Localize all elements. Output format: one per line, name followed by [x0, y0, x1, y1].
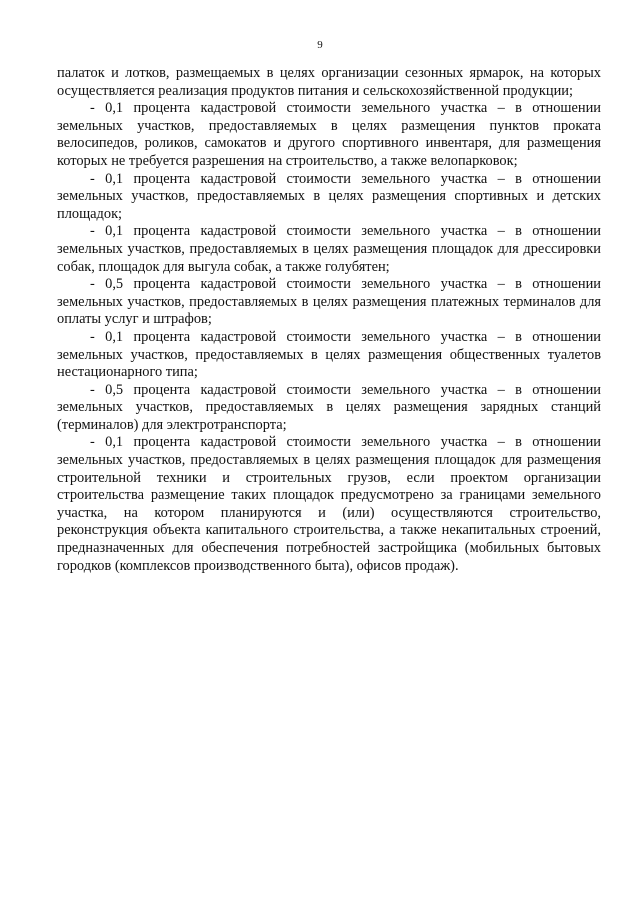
- list-item-bicycle-rental: - 0,1 процента кадастровой стоимости земельного участка – в отношении земельных участков, предоставляемых в целях размещения пунктов проката велосипедов, роликов, самокатов и другого спортивного инвентаря, для размещения которых не требуется разрешения на строительство, а также велопарковок;: [57, 100, 601, 169]
- list-item-dog-areas: - 0,1 процента кадастровой стоимости земельного участка – в отношении земельных участков, предоставляемых в целях размещения площадок для дрессировки собак, площадок для выгула собак, а также голубятен;: [57, 223, 601, 275]
- paragraph-continuation: палаток и лотков, размещаемых в целях организации сезонных ярмарок, на которых осуществляется реализация продуктов питания и сельскохозяйственной продукции;: [57, 65, 601, 99]
- list-item-sports-playgrounds: - 0,1 процента кадастровой стоимости земельного участка – в отношении земельных участков, предоставляемых в целях размещения спортивных и детских площадок;: [57, 170, 601, 222]
- document-body: [57, 65, 601, 575]
- list-item-public-toilets: - 0,1 процента кадастровой стоимости земельного участка – в отношении земельных участков, предоставляемых в целях размещения общественных туалетов нестационарного типа;: [57, 328, 601, 381]
- list-item-payment-terminals: - 0,5 процента кадастровой стоимости земельного участка – в отношении земельных участков, предоставляемых в целях размещения платежных терминалов для оплаты услуг и штрафов;: [57, 276, 601, 328]
- list-item-charging-stations: - 0,5 процента кадастровой стоимости земельного участка – в отношении земельных участков, предоставляемых в целях размещения зарядных станций (терминалов) для электротранспорта;: [57, 381, 601, 433]
- list-item-construction-sites: - 0,1 процента кадастровой стоимости земельного участка – в отношении земельных участков, предоставляемых в целях размещения площадок для размещения строительной техники и строительных грузов, если проектом организации строительства размещение таких площадок предусмотрено за границами земельного участка, на котором планируются и (или) осуществляются строительство, реконструкция объекта капитального строительства, а также некапитальных строений, предназначенных для обеспечения потребностей застройщика (мобильных бытовых городков (комплексов производственного быта), офисов продаж).: [57, 434, 601, 574]
- page-number: 9: [317, 39, 323, 51]
